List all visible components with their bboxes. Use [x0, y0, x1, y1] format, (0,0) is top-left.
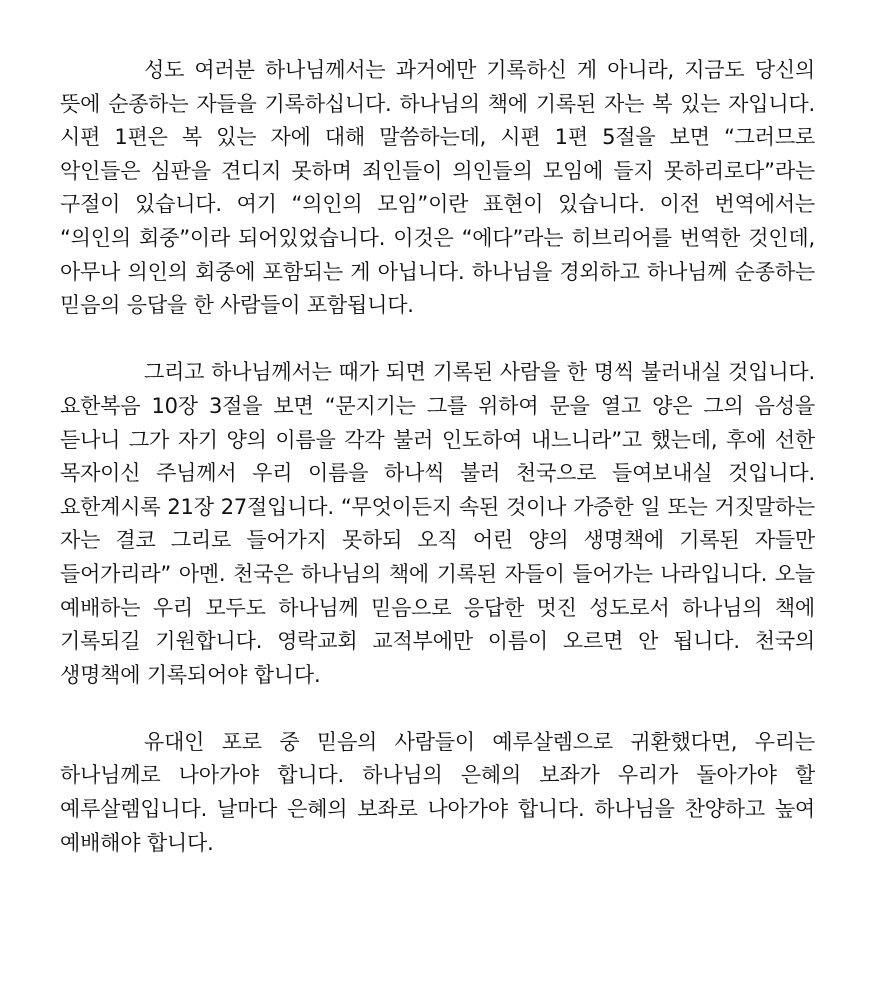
document-body — [60, 54, 815, 860]
paragraph-called-by-name: 그리고 하나님께서는 때가 되면 기록된 사람을 한 명씩 불러내실 것입니다. 요한복음 10장 3절을 보면 “문지기는 그를 위하여 문을 열고 양은 그의 음성을 듣나니 그가 자기 양의 이름을 각각 불러 인도하여 내느니라”고 했는데, 후에 선한 목자이신 주님께서 우리 이름을 하나씩 불러 천국으로 들여보내실 것입니다. 요한계시록 21장 27절입니다. “무엇이든지 속된 것이나 가증한 일 또는 거짓말하는 자는 결코 그리로 들어가지 못하되 오직 어린 양의 생명책에 기록된 자들만 들어가리라” 아멘. 천국은 하나님의 책에 기록된 자들이 들어가는 나라입니다. 오늘 예배하는 우리 모두도 하나님께 믿음으로 응답한 멋진 성도로서 하나님의 책에 기록되길 기원합니다. 영락교회 교적부에만 이름이 오르면 안 됩니다. 천국의 생명책에 기록되어야 합니다. — [60, 360, 815, 687]
paragraph-spacer — [60, 692, 815, 726]
paragraph-record-of-righteous: 성도 여러분 하나님께서는 과거에만 기록하신 게 아니라, 지금도 당신의 뜻에 순종하는 자들을 기록하십니다. 하나님의 책에 기록된 자는 복 있는 자입니다. 시편 1편은 복 있는 자에 대해 말씀하는데, 시편 1편 5절을 보면 “그러므로 악인들은 심판을 견디지 못하며 죄인들이 의인들의 모임에 들지 못하리로다”라는 구절이 있습니다. 여기 “의인의 모임”이란 표현이 있습니다. 이전 번역에서는 “의인의 회중”이라 되어있었습니다. 이것은 “에다”라는 히브리어를 번역한 것인데, 아무나 의인의 회중에 포함되는 게 아닙니다. 하나님을 경외하고 하나님께 순종하는 믿음의 응답을 한 사람들이 포함됩니다. — [60, 58, 815, 318]
paragraph-throne-of-grace: 유대인 포로 중 믿음의 사람들이 예루살렘으로 귀환했다면, 우리는 하나님께로 나아가야 합니다. 하나님의 은혜의 보좌가 우리가 돌아가야 할 예루살렘입니다. 날마다 은혜의 보좌로 나아가야 합니다. 하나님을 찬양하고 높여 예배해야 합니다. — [60, 729, 815, 855]
paragraph-spacer — [60, 323, 815, 357]
